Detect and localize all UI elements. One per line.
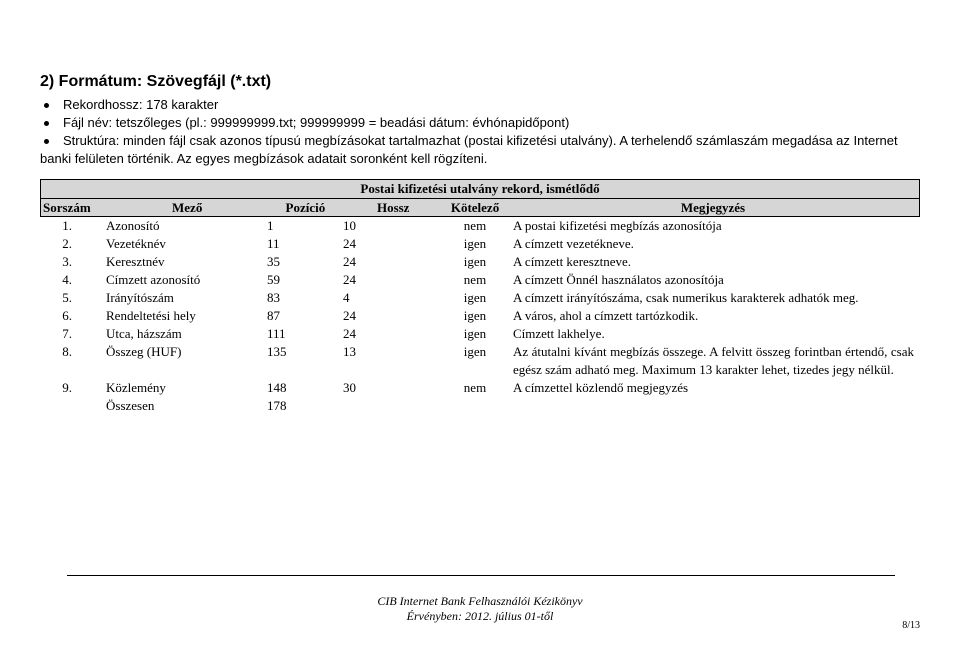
cell-hossz: 30 (343, 380, 356, 395)
cell-mezo: Keresztnév (106, 254, 165, 269)
record-table (40, 179, 920, 415)
cell-pozicio: 1 (267, 218, 274, 233)
cell-spacer (72, 253, 106, 271)
header-hossz: Hossz (376, 200, 410, 215)
cell-spacer (72, 289, 106, 307)
bullet-file-name: Fájl név: tetszőleges (pl.: 999999999.txt; 999999999 = beadási dátum: évhónapidőpont) (40, 114, 920, 132)
cell-mezo: Rendeltetési hely (106, 308, 196, 323)
cell-spacer (72, 307, 106, 325)
cell-hossz: 24 (343, 254, 356, 269)
table-row (40, 235, 920, 253)
cell-pozicio: 148 (267, 380, 287, 395)
table-row (40, 343, 920, 379)
cell-pozicio: 83 (267, 290, 280, 305)
table-body (40, 217, 920, 415)
cell-mezo: Címzett azonosító (106, 272, 201, 287)
footer-manual-title: CIB Internet Bank Felhasználói Kézikönyv (377, 594, 583, 608)
cell-mezo: Összeg (HUF) (106, 344, 182, 359)
section-heading: 2) Formátum: Szövegfájl (*.txt) (40, 73, 272, 90)
cell-kotelezo: igen (463, 254, 487, 269)
cell-pozicio: 87 (267, 308, 280, 323)
cell-sorszam: 8. (62, 344, 72, 359)
header-sorszam: Sorszám (43, 200, 91, 215)
cell-pozicio: 35 (267, 254, 280, 269)
cell-hossz: 24 (343, 326, 356, 341)
table-row (40, 325, 920, 343)
cell-megjegyzes: A címzett keresztneve. (513, 254, 632, 269)
cell-sorszam: 4. (62, 272, 72, 287)
cell-kotelezo (443, 397, 507, 415)
table-row (40, 253, 920, 271)
table-header-row (40, 199, 920, 217)
cell-kotelezo: nem (463, 272, 487, 287)
cell-spacer (72, 343, 106, 379)
cell-sorszam: 7. (62, 326, 72, 341)
cell-spacer (72, 217, 106, 235)
table-row (40, 289, 920, 307)
cell-spacer (72, 325, 106, 343)
cell-kotelezo: igen (463, 326, 487, 341)
cell-sorszam: 6. (62, 308, 72, 323)
cell-sorszam: 5. (62, 290, 72, 305)
cell-mezo: Közlemény (106, 380, 166, 395)
cell-pozicio: 111 (267, 326, 286, 341)
table-row (40, 379, 920, 397)
bullet-structure: Struktúra: minden fájl csak azonos típusú megbízásokat tartalmazhat (postai kifizetési utalvány). A terhelendő számlaszám megadása az Internet banki felületen történik. Az egyes megbízások adatait soronként kell rögzíteni. (40, 132, 920, 168)
cell-spacer (72, 379, 106, 397)
table-row (40, 271, 920, 289)
cell-sorszam: 3. (62, 254, 72, 269)
header-megjegyzes: Megjegyzés (680, 200, 746, 215)
cell-hossz: 4 (343, 290, 350, 305)
header-kotelezo: Kötelező (450, 200, 500, 215)
cell-hossz: 24 (343, 236, 356, 251)
cell-kotelezo: igen (463, 344, 487, 359)
header-mezo: Mező (172, 200, 203, 215)
cell-kotelezo: igen (463, 290, 487, 305)
bullet-record-length: Rekordhossz: 178 karakter (40, 96, 920, 114)
cell-spacer (72, 271, 106, 289)
cell-spacer (72, 397, 106, 415)
table-title: Postai kifizetési utalvány rekord, ismétlődő (40, 179, 920, 199)
cell-megjegyzes: A postai kifizetési megbízás azonosítója (513, 218, 722, 233)
cell-hossz (343, 397, 443, 415)
cell-sorszam: 9. (62, 380, 72, 395)
cell-hossz: 10 (343, 218, 356, 233)
cell-mezo: Irányítószám (106, 290, 174, 305)
cell-kotelezo: igen (463, 308, 487, 323)
cell-kotelezo: nem (463, 218, 487, 233)
cell-mezo: Azonosító (106, 218, 160, 233)
cell-sorszam (40, 397, 72, 415)
cell-hossz: 24 (343, 272, 356, 287)
cell-pozicio: 59 (267, 272, 280, 287)
header-pozicio: Pozíció (285, 200, 326, 215)
cell-megjegyzes: Az átutalni kívánt megbízás összege. A felvitt összeg forintban értendő, csak egész szám adható meg. Maximum 13 karakter lehet, tizedes jegy nélkül. (513, 344, 914, 377)
cell-megjegyzes: A címzett vezetékneve. (513, 236, 634, 251)
cell-pozicio: 135 (267, 344, 287, 359)
cell-megjegyzes (507, 397, 920, 415)
cell-kotelezo: igen (463, 236, 487, 251)
cell-sorszam: 1. (62, 218, 72, 233)
cell-mezo: Összesen (106, 398, 155, 413)
table-row (40, 217, 920, 235)
cell-sorszam: 2. (62, 236, 72, 251)
cell-mezo: Utca, házszám (106, 326, 182, 341)
cell-megjegyzes: A város, ahol a címzett tartózkodik. (513, 308, 699, 323)
page-footer (0, 594, 960, 624)
cell-megjegyzes: A címzett irányítószáma, csak numerikus karakterek adhatók meg. (513, 290, 859, 305)
cell-mezo: Vezetéknév (106, 236, 166, 251)
page-number: 8/13 (902, 620, 920, 631)
cell-hossz: 24 (343, 308, 356, 323)
cell-megjegyzes: Címzett lakhelye. (513, 326, 605, 341)
footer-divider (67, 575, 895, 576)
cell-hossz: 13 (343, 344, 356, 359)
cell-kotelezo: nem (463, 380, 487, 395)
footer-validity: Érvényben: 2012. július 01-től (406, 609, 554, 623)
table-row (40, 397, 920, 415)
cell-megjegyzes: A címzettel közlendő megjegyzés (513, 380, 689, 395)
table-row (40, 307, 920, 325)
cell-spacer (72, 235, 106, 253)
cell-pozicio: 178 (267, 398, 287, 413)
cell-pozicio: 11 (267, 236, 280, 251)
cell-megjegyzes: A címzett Önnél használatos azonosítója (513, 272, 724, 287)
format-bullet-list (40, 96, 920, 168)
